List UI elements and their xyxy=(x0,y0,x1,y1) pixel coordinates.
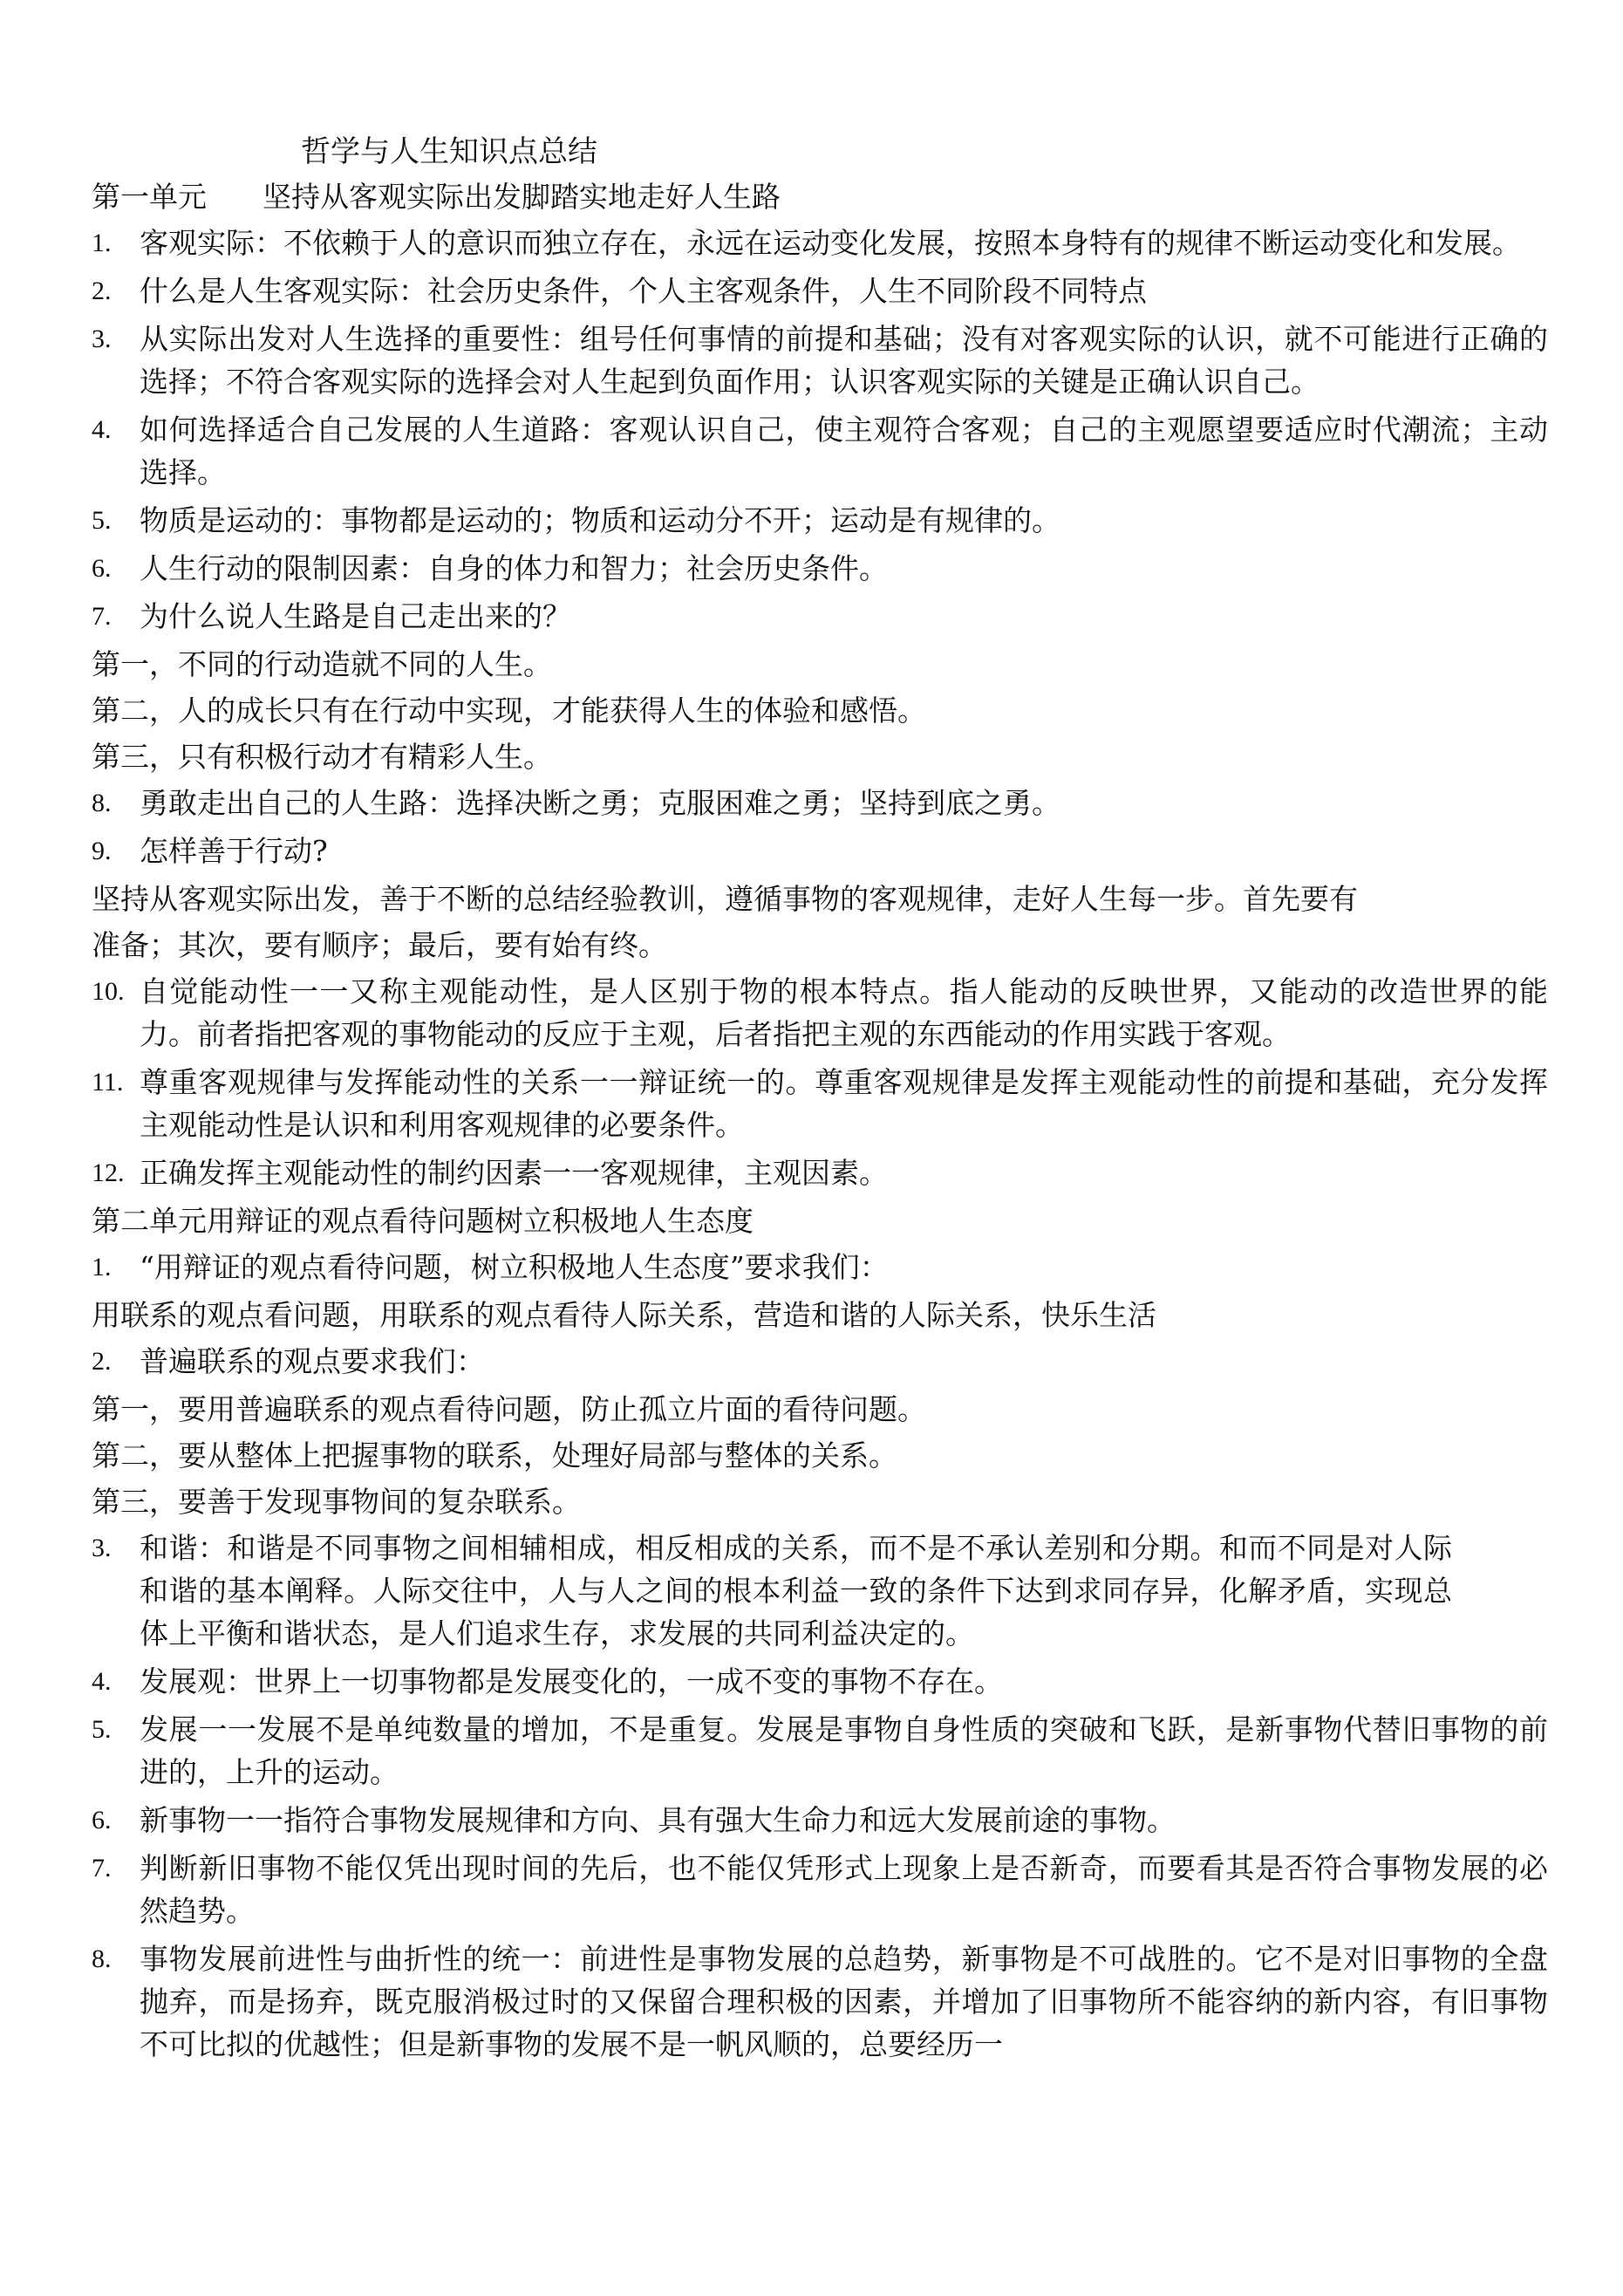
item-number: 8. xyxy=(92,789,112,817)
list-item xyxy=(92,270,1548,312)
item-number: 1. xyxy=(92,1253,112,1281)
item-text: 尊重客观规律与发挥能动性的关系一一辩证统一的。尊重客观规律是发挥主观能动性的前提和基础，充分发挥主观能动性是认识和利用客观规律的必要条件。 xyxy=(140,1065,1548,1142)
item-text: 普遍联系的观点要求我们： xyxy=(140,1344,485,1378)
list-item xyxy=(92,1799,1548,1842)
item-text: 正确发挥主观能动性的制约因素一一客观规律，主观因素。 xyxy=(140,1156,888,1190)
list-item xyxy=(92,1151,1548,1194)
unit-title: 坚持从客观实际出发脚踏实地走好人生路 xyxy=(263,180,781,214)
paragraph: 第一，不同的行动造就不同的人生。 xyxy=(92,647,552,681)
item-text: 物质是运动的：事物都是运动的；物质和运动分不开；运动是有规律的。 xyxy=(140,503,1060,537)
unit-heading-1 xyxy=(92,175,1548,218)
item-number: 4. xyxy=(92,415,112,444)
item-text: 和谐：和谐是不同事物之间相辅相成，相反相成的关系，而不是不承认差别和分期。和而不同是对人际和谐的基本阐释。人际交往中，人与人之间的根本利益一致的条件下达到求同存异，化解矛盾，实现总体上平衡和谐状态，是人们追求生存，求发展的共同利益决定的。 xyxy=(140,1531,1452,1650)
item-number: 6. xyxy=(92,554,112,583)
item-text: 从实际出发对人生选择的重要性：组号任何事情的前提和基础；没有对客观实际的认识，就不可能进行正确的选择；不符合客观实际的选择会对人生起到负面作用；认识客观实际的关键是正确认识自己。 xyxy=(140,322,1548,399)
item-number: 1. xyxy=(92,229,112,257)
item-number: 2. xyxy=(92,1347,112,1376)
list-item xyxy=(92,1340,1548,1383)
list-item xyxy=(92,1061,1548,1146)
item-number: 12. xyxy=(92,1158,125,1187)
item-text: 什么是人生客观实际：社会历史条件，个人主客观条件，人生不同阶段不同特点 xyxy=(140,274,1147,308)
item-text: 如何选择适合自己发展的人生道路：客观认识自己，使主观符合客观；自己的主观愿望要适应时代潮流；主动选择。 xyxy=(140,413,1548,489)
list-item xyxy=(92,222,1548,264)
list-item xyxy=(92,1527,1452,1655)
item-number: 3. xyxy=(92,325,112,353)
item-text: 事物发展前进性与曲折性的统一：前进性是事物发展的总趋势，新事物是不可战胜的。它不是对旧事物的全盘抛弃，而是扬弃，既克服消极过时的又保留合理积极的因素，并增加了旧事物所不能容纳的新内容，有旧事物不可比拟的优越性；但是新事物的发展不是一帆风顺的，总要经历一 xyxy=(140,1942,1548,2061)
list-item xyxy=(92,318,1548,403)
item-text: 勇敢走出自己的人生路：选择决断之勇；克服困难之勇；坚持到底之勇。 xyxy=(140,786,1060,820)
unit-heading-2: 第二单元用辩证的观点看待问题树立积极地人生态度 xyxy=(92,1204,754,1238)
paragraph: 用联系的观点看问题，用联系的观点看待人际关系，营造和谐的人际关系，快乐生活 xyxy=(92,1298,1156,1332)
page-title: 哲学与人生知识点总结 xyxy=(301,134,597,169)
list-item xyxy=(92,782,1548,824)
item-text: 人生行动的限制因素：自身的体力和智力；社会历史条件。 xyxy=(140,551,888,585)
paragraph: 坚持从客观实际出发，善于不断的总结经验教训，遵循事物的客观规律，走好人生每一步。首先要有 xyxy=(92,882,1358,916)
item-number: 7. xyxy=(92,1854,112,1883)
list-item xyxy=(92,1246,1548,1288)
item-text: 为什么说人生路是自己走出来的？ xyxy=(140,599,571,633)
item-text: 发展观：世界上一切事物都是发展变化的，一成不变的事物不存在。 xyxy=(140,1664,1003,1698)
list-item xyxy=(92,1660,1548,1703)
item-number: 5. xyxy=(92,506,112,535)
list-item xyxy=(92,830,1548,872)
paragraph: 第三，要善于发现事物间的复杂联系。 xyxy=(92,1485,581,1519)
list-item xyxy=(92,408,1548,494)
item-text: 客观实际：不依赖于人的意识而独立存在，永远在运动变化发展，按照本身特有的规律不断运动变化和发展。 xyxy=(140,226,1521,260)
paragraph: 第二，要从整体上把握事物的联系，处理好局部与整体的关系。 xyxy=(92,1438,897,1473)
paragraph: 第三，只有积极行动才有精彩人生。 xyxy=(92,740,552,774)
item-text: “用辩证的观点看待问题，树立积极地人生态度”要求我们： xyxy=(140,1250,889,1284)
item-number: 4. xyxy=(92,1667,112,1696)
document-page xyxy=(92,131,1548,2071)
item-text: 怎样善于行动? xyxy=(140,834,328,868)
list-item xyxy=(92,595,1548,638)
item-number: 3. xyxy=(92,1534,112,1562)
list-item xyxy=(92,1937,1548,2066)
paragraph: 准备；其次，要有顺序；最后，要有始有终。 xyxy=(92,928,667,962)
item-text: 发展一一发展不是单纯数量的增加，不是重复。发展是事物自身性质的突破和飞跃，是新事物代替旧事物的前进的，上升的运动。 xyxy=(140,1712,1548,1789)
list-item xyxy=(92,1708,1548,1794)
list-item xyxy=(92,970,1548,1056)
item-text: 新事物一一指符合事物发展规律和方向、具有强大生命力和远大发展前途的事物。 xyxy=(140,1803,1176,1837)
item-number: 11. xyxy=(92,1068,124,1097)
item-number: 9. xyxy=(92,837,112,865)
item-text: 判断新旧事物不能仅凭出现时间的先后，也不能仅凭形式上现象上是否新奇，而要看其是否符合事物发展的必然趋势。 xyxy=(140,1851,1548,1928)
item-number: 10. xyxy=(92,977,125,1006)
item-number: 5. xyxy=(92,1715,112,1744)
item-text: 自觉能动性一一又称主观能动性，是人区别于物的根本特点。指人能动的反映世界，又能动的改造世界的能力。前者指把客观的事物能动的反应于主观，后者指把主观的东西能动的作用实践于客观。 xyxy=(140,974,1548,1051)
list-item xyxy=(92,547,1548,590)
item-number: 7. xyxy=(92,602,112,631)
list-item xyxy=(92,499,1548,542)
item-number: 2. xyxy=(92,277,112,305)
paragraph: 第二，人的成长只有在行动中实现，才能获得人生的体验和感悟。 xyxy=(92,694,926,728)
unit-label: 第一单元 xyxy=(92,180,207,214)
list-item xyxy=(92,1847,1548,1932)
item-number: 8. xyxy=(92,1944,112,1973)
paragraph: 第一，要用普遍联系的观点看待问题，防止孤立片面的看待问题。 xyxy=(92,1392,926,1426)
item-number: 6. xyxy=(92,1806,112,1835)
